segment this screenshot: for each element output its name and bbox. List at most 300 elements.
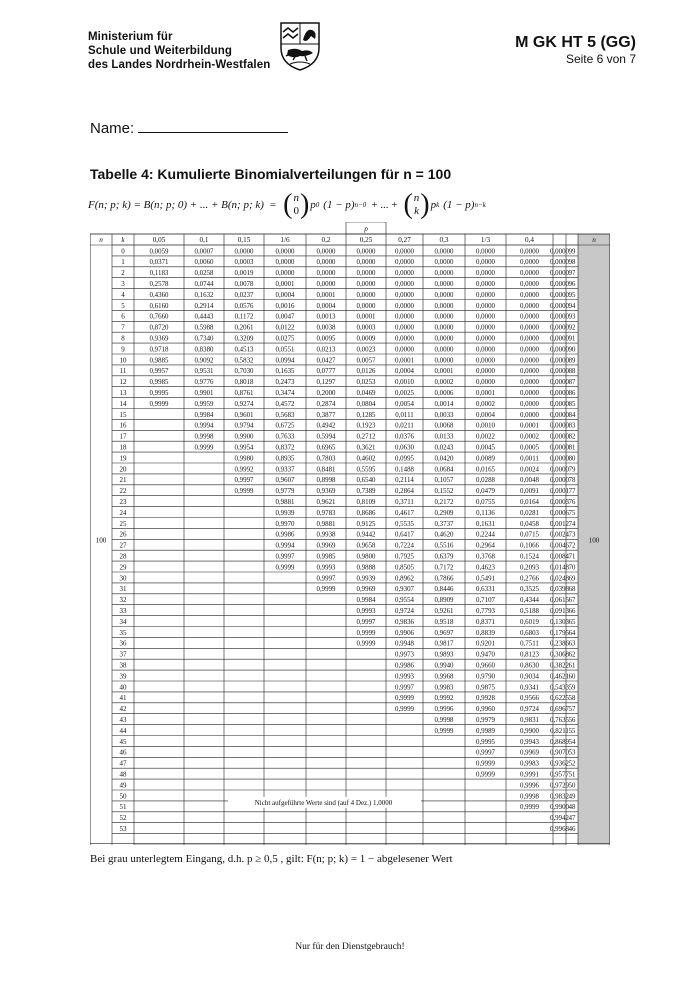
k-complement-17: 82 (568, 433, 576, 441)
cell-32-9: 0,7107 (476, 597, 495, 605)
cell-22-5: 0,9369 (316, 488, 336, 496)
cell-30-6: 0,9939 (356, 575, 376, 583)
cell-15-8: 0,0033 (434, 411, 454, 419)
cell-17-5: 0,5994 (316, 433, 336, 441)
cell-18-8: 0,0243 (434, 444, 454, 452)
cell-12-11: 0,0000 (550, 379, 569, 387)
cell-41-9: 0,9928 (476, 695, 495, 703)
cell-9-6: 0,0023 (356, 346, 376, 354)
cell-7-9: 0,0000 (476, 324, 495, 332)
cell-4-6: 0,0000 (356, 291, 376, 299)
k-complement-49: 50 (568, 782, 576, 790)
binomial-coefficient-1 (293, 192, 299, 218)
cell-33-7: 0,9724 (395, 608, 414, 615)
cell-20-11: 0,0000 (550, 466, 569, 474)
cell-10-7: 0,0001 (395, 357, 414, 365)
cell-4-7: 0,0000 (395, 291, 414, 299)
cell-33-11: 0,0913 (550, 608, 569, 615)
cell-2-5: 0,0000 (316, 270, 336, 278)
cell-10-3: 0,5832 (234, 357, 254, 365)
cell-26-10: 0,0715 (520, 531, 539, 539)
cell-32-8: 0,8909 (434, 597, 454, 605)
cell-28-6: 0,9800 (356, 553, 376, 561)
cell-12-1: 0,9985 (149, 379, 169, 387)
term2-exp: k (436, 201, 440, 209)
cell-8-10: 0,0000 (520, 335, 539, 343)
cell-18-3: 0,9954 (234, 444, 254, 452)
binom2-bottom: k (414, 205, 419, 217)
cell-47-10: 0,9983 (520, 760, 539, 768)
header-p-4: 0,2 (321, 236, 331, 244)
cell-9-8: 0,0000 (434, 346, 454, 354)
cell-10-8: 0,0000 (434, 357, 454, 365)
cell-13-5: 0,2000 (316, 390, 336, 397)
cell-34-10: 0,6019 (520, 618, 539, 626)
cell-29-10: 0,2093 (520, 564, 539, 572)
nrw-crest-logo (278, 20, 322, 72)
cell-23-5: 0,9621 (316, 499, 336, 506)
cell-32-11: 0,0615 (550, 597, 569, 605)
cell-31-11: 0,0398 (550, 586, 569, 594)
cell-35-9: 0,8839 (476, 629, 495, 637)
cell-4-4: 0,0004 (275, 291, 295, 299)
cell-43-10: 0,9831 (520, 717, 539, 724)
header-n-left: n (99, 236, 103, 244)
footer-notice: Nur für den Dienstgebrauch! (295, 942, 405, 952)
cell-4-5: 0,0001 (316, 291, 336, 299)
cell-9-10: 0,0000 (520, 346, 539, 354)
ministry-line-3: des Landes Nordrhein-Westfalen (88, 59, 271, 71)
n-value-right: 100 (588, 536, 600, 545)
cell-45-11: 0,8689 (550, 738, 569, 746)
header-p-2: 0,15 (237, 236, 251, 244)
cell-29-9: 0,4623 (476, 564, 495, 572)
cell-34-9: 0,8371 (476, 618, 495, 626)
cell-5-8: 0,0000 (434, 302, 454, 310)
header-p-0: 0,05 (152, 236, 166, 244)
cell-0-2: 0,0007 (194, 248, 214, 256)
cell-0-1: 0,0059 (149, 248, 169, 256)
cell-47-11: 0,9362 (550, 760, 569, 768)
cell-22-10: 0,0091 (520, 488, 539, 496)
cell-13-1: 0,9995 (149, 390, 169, 397)
cell-13-6: 0,0469 (356, 390, 376, 397)
cell-42-7: 0,9999 (395, 706, 414, 714)
cell-14-6: 0,0804 (356, 400, 376, 408)
k-value-19: 19 (119, 454, 127, 463)
header-n-right: n (592, 236, 596, 244)
cell-11-7: 0,0004 (395, 368, 414, 376)
cell-9-7: 0,0000 (395, 346, 414, 354)
k-complement-25: 74 (568, 520, 576, 528)
cell-34-6: 0,9997 (356, 618, 376, 626)
cell-5-7: 0,0000 (395, 302, 414, 310)
table-title: Tabelle 4: Kumulierte Binomialverteilungen für n = 100 (90, 166, 452, 182)
k-value-24: 24 (119, 508, 127, 517)
k-complement-34: 65 (568, 618, 576, 626)
cell-29-6: 0,9888 (356, 564, 376, 572)
k-complement-26: 73 (568, 531, 576, 539)
cell-38-10: 0,8630 (520, 662, 539, 670)
cell-53-11: 0,9968 (550, 826, 569, 833)
cell-1-3: 0,0003 (234, 259, 254, 267)
cell-11-11: 0,0000 (550, 368, 569, 376)
paren-open-1: ( (283, 189, 293, 220)
cell-12-2: 0,9776 (194, 379, 214, 387)
cell-10-5: 0,0427 (316, 357, 336, 365)
cell-12-4: 0,2473 (275, 379, 295, 387)
cell-24-10: 0,0281 (520, 509, 539, 517)
cell-3-4: 0,0001 (275, 281, 295, 288)
cell-49-11: 0,9729 (550, 782, 569, 790)
cell-17-2: 0,9998 (194, 433, 214, 441)
k-value-50: 50 (119, 792, 127, 801)
binom1-top: n (293, 192, 299, 204)
cell-37-9: 0,9470 (476, 651, 495, 659)
cell-9-11: 0,0000 (550, 346, 569, 354)
k-value-41: 41 (119, 694, 127, 703)
header-p-8: 1/3 (480, 236, 491, 244)
k-value-12: 12 (119, 378, 127, 387)
cell-16-4: 0,6725 (275, 422, 295, 430)
cell-44-9: 0,9989 (476, 727, 495, 735)
cell-19-3: 0,9980 (234, 455, 254, 463)
cell-9-5: 0,0213 (316, 346, 336, 354)
cell-20-6: 0,5595 (356, 466, 376, 474)
cell-12-7: 0,0010 (395, 379, 414, 387)
cell-33-8: 0,9261 (434, 608, 454, 615)
k-complement-14: 85 (568, 400, 576, 408)
header-p-3: 1/6 (280, 236, 290, 244)
k-complement-50: 49 (568, 793, 576, 801)
cell-7-3: 0,2061 (234, 324, 254, 332)
cell-8-5: 0,0095 (316, 335, 336, 343)
k-value-29: 29 (119, 563, 127, 572)
k-value-10: 10 (119, 356, 127, 365)
k-value-33: 33 (119, 607, 127, 615)
paren-close-2: ) (420, 189, 430, 220)
k-complement-35: 64 (568, 629, 576, 637)
cell-22-9: 0,0479 (476, 488, 495, 496)
cell-44-10: 0,9900 (520, 727, 539, 735)
cell-19-7: 0,0995 (395, 455, 414, 463)
cell-45-10: 0,9943 (520, 738, 539, 746)
cell-45-9: 0,9995 (476, 738, 495, 746)
cell-34-11: 0,1303 (550, 618, 569, 626)
cell-11-3: 0,7030 (234, 368, 254, 376)
cell-22-3: 0,9999 (234, 488, 254, 496)
cell-20-3: 0,9992 (234, 466, 254, 474)
cell-24-8: 0,2909 (434, 509, 454, 517)
cell-38-7: 0,9986 (395, 662, 414, 670)
cell-6-7: 0,0000 (395, 313, 414, 321)
cell-18-5: 0,6965 (316, 444, 336, 452)
cell-39-8: 0,9968 (434, 673, 454, 681)
cell-31-9: 0,6331 (476, 586, 495, 594)
cell-3-7: 0,0000 (395, 281, 414, 288)
k-complement-27: 72 (568, 542, 576, 550)
cell-13-9: 0,0001 (476, 390, 495, 397)
k-value-8: 8 (121, 334, 125, 343)
cell-10-6: 0,0057 (356, 357, 376, 365)
cell-27-11: 0,0046 (550, 542, 569, 550)
cell-33-10: 0,5188 (520, 608, 539, 615)
cell-14-4: 0,4572 (275, 400, 295, 408)
k-complement-40: 59 (568, 684, 576, 692)
cell-23-8: 0,2172 (434, 499, 454, 506)
k-complement-52: 47 (568, 815, 576, 823)
cell-36-10: 0,7511 (520, 640, 539, 648)
k-complement-15: 84 (568, 411, 576, 419)
k-value-30: 30 (119, 574, 127, 583)
cell-10-4: 0,0994 (275, 357, 295, 365)
cell-4-3: 0,0237 (234, 291, 254, 299)
cell-49-10: 0,9996 (520, 782, 539, 790)
header-k-left: k (121, 236, 125, 244)
term2-q-exp: n−k (474, 201, 486, 209)
cell-39-9: 0,9790 (476, 673, 495, 681)
term1-exp: 0 (315, 201, 320, 209)
cell-40-9: 0,9875 (476, 684, 495, 692)
cell-7-5: 0,0038 (316, 324, 336, 332)
cell-15-2: 0,9984 (194, 411, 214, 419)
k-value-46: 46 (119, 748, 127, 757)
k-value-37: 37 (119, 650, 127, 659)
cell-8-9: 0,0000 (476, 335, 495, 343)
cell-10-10: 0,0000 (520, 357, 539, 365)
cell-10-9: 0,0000 (476, 357, 495, 365)
k-value-0: 0 (121, 247, 125, 256)
gray-input-note: Bei grau unterlegtem Eingang, d.h. p ≥ 0,5 , gilt: F(n; p; k) = 1 − abgelesener Wert (90, 853, 453, 865)
cell-20-9: 0,0165 (476, 466, 495, 474)
cell-42-8: 0,9996 (434, 706, 454, 714)
paren-close-1: ) (299, 189, 310, 220)
cell-1-2: 0,0060 (194, 259, 214, 267)
cell-17-6: 0,2712 (356, 433, 376, 441)
cell-18-11: 0,0000 (550, 444, 569, 452)
cell-26-8: 0,4620 (434, 531, 454, 539)
k-value-52: 52 (119, 814, 127, 823)
k-complement-5: 94 (568, 302, 576, 310)
cell-2-1: 0,1183 (149, 270, 169, 278)
cell-1-1: 0,0371 (149, 259, 169, 267)
binom2-top: n (413, 192, 420, 204)
cell-14-11: 0,0000 (550, 400, 569, 408)
cell-32-6: 0,9984 (356, 597, 376, 605)
cell-21-5: 0,8998 (316, 477, 336, 485)
k-complement-30: 69 (568, 575, 576, 583)
k-value-39: 39 (119, 672, 127, 681)
cell-23-10: 0,0164 (520, 499, 539, 506)
cell-8-6: 0,0009 (356, 335, 376, 343)
k-complement-41: 58 (568, 695, 576, 703)
cell-19-6: 0,4602 (356, 455, 376, 463)
cell-17-4: 0,7633 (275, 433, 295, 441)
cell-32-7: 0,9554 (395, 597, 414, 605)
cell-4-10: 0,0000 (520, 291, 539, 299)
k-complement-51: 48 (568, 804, 576, 812)
cell-8-8: 0,0000 (434, 335, 454, 343)
cell-13-10: 0,0000 (520, 390, 539, 397)
cell-41-8: 0,9992 (434, 695, 454, 703)
cell-37-10: 0,8123 (520, 651, 539, 659)
cell-1-7: 0,0000 (395, 259, 414, 267)
term1-q: (1 − p) (323, 199, 355, 211)
k-value-48: 48 (119, 770, 127, 779)
cell-41-7: 0,9999 (395, 695, 414, 703)
cell-25-6: 0,9125 (356, 520, 376, 528)
exam-code: M GK HT 5 (GG) (515, 34, 636, 51)
cell-16-8: 0,0068 (434, 422, 454, 430)
cell-28-7: 0,7925 (395, 553, 414, 561)
cell-23-7: 0,3711 (395, 499, 414, 506)
cell-37-8: 0,9893 (434, 651, 454, 659)
cell-24-9: 0,1136 (476, 509, 495, 517)
k-complement-19: 80 (568, 455, 576, 463)
cell-30-5: 0,9997 (316, 575, 336, 583)
k-value-2: 2 (121, 269, 125, 278)
cell-31-8: 0,8446 (434, 586, 454, 594)
k-complement-21: 78 (568, 477, 576, 485)
cell-31-5: 0,9999 (316, 586, 336, 594)
cell-13-4: 0,3474 (275, 390, 295, 397)
cell-0-11: 0,0000 (550, 248, 569, 256)
k-complement-44: 55 (568, 727, 576, 735)
top-p-label: p (364, 225, 368, 233)
cell-30-10: 0,2766 (520, 575, 539, 583)
cell-20-5: 0,8481 (316, 466, 336, 474)
k-value-7: 7 (121, 323, 125, 332)
cell-30-8: 0,7866 (434, 575, 454, 583)
cell-23-11: 0,0003 (550, 499, 569, 506)
cell-11-4: 0,1635 (275, 368, 295, 376)
cell-2-8: 0,0000 (434, 270, 454, 278)
cell-14-2: 0,9959 (194, 400, 214, 408)
cell-0-8: 0,0000 (434, 248, 454, 256)
header-p-1: 0,1 (199, 236, 209, 244)
cell-15-7: 0,0111 (395, 411, 414, 419)
cell-47-9: 0,9999 (476, 760, 495, 768)
cell-5-10: 0,0000 (520, 302, 539, 310)
k-complement-45: 54 (568, 738, 576, 746)
cell-18-2: 0,9999 (194, 444, 214, 452)
k-complement-7: 92 (568, 324, 576, 332)
cell-5-11: 0,0000 (550, 302, 569, 310)
cell-43-8: 0,9998 (434, 717, 454, 724)
cell-20-4: 0,9337 (275, 466, 295, 474)
cell-7-8: 0,0000 (434, 324, 454, 332)
term1-p: p (310, 199, 316, 211)
cell-48-9: 0,9999 (476, 771, 495, 779)
cell-46-9: 0,9997 (476, 749, 495, 757)
cell-8-2: 0,7340 (194, 335, 214, 343)
cell-29-5: 0,9993 (316, 564, 336, 572)
cell-10-2: 0,9092 (194, 357, 214, 365)
cell-21-11: 0,0000 (550, 477, 569, 485)
cell-9-3: 0,4513 (234, 346, 254, 354)
k-complement-53: 46 (568, 826, 576, 833)
cell-9-4: 0,0551 (275, 346, 295, 354)
omitted-values-note: Nicht aufgeführte Werte sind (auf 4 Dez.) 1,0000 (254, 798, 393, 807)
name-line (90, 120, 288, 137)
k-value-14: 14 (119, 399, 127, 408)
cell-29-7: 0,8505 (395, 564, 414, 572)
cell-15-3: 0,9601 (234, 411, 254, 419)
cell-6-5: 0,0013 (316, 313, 336, 321)
cell-39-10: 0,9034 (520, 673, 539, 681)
k-complement-6: 93 (568, 313, 576, 321)
k-value-23: 23 (119, 498, 127, 506)
cell-13-2: 0,9901 (194, 390, 214, 397)
cell-19-9: 0,0089 (476, 455, 495, 463)
cell-25-4: 0,9970 (275, 520, 295, 528)
cell-17-10: 0,0002 (520, 433, 539, 441)
k-value-11: 11 (119, 367, 127, 376)
k-complement-13: 86 (568, 390, 576, 397)
k-value-38: 38 (119, 661, 127, 670)
k-complement-16: 83 (568, 422, 576, 430)
cell-32-10: 0,4344 (520, 597, 539, 605)
cell-18-9: 0,0045 (476, 444, 495, 452)
cell-40-11: 0,5433 (550, 684, 569, 692)
cell-41-11: 0,6225 (550, 695, 569, 703)
cell-15-4: 0,5683 (275, 411, 295, 419)
cell-16-2: 0,9994 (194, 422, 214, 430)
cell-36-6: 0,9999 (356, 640, 376, 648)
k-value-22: 22 (119, 487, 127, 496)
name-field[interactable] (138, 120, 288, 133)
cell-20-10: 0,0024 (520, 466, 539, 474)
k-complement-48: 51 (568, 771, 576, 779)
formula-lhs: F(n; p; k) = B(n; p; 0) + ... + B(n; p; k) (88, 199, 264, 211)
cell-15-5: 0,3877 (316, 411, 336, 419)
k-complement-20: 79 (568, 466, 576, 474)
cell-46-11: 0,9070 (550, 749, 569, 757)
k-complement-0: 99 (568, 248, 576, 256)
cell-19-11: 0,0000 (550, 455, 569, 463)
cell-6-3: 0,1172 (234, 313, 254, 321)
cell-1-8: 0,0000 (434, 259, 454, 267)
cell-31-6: 0,9969 (356, 586, 376, 594)
cell-8-3: 0,3209 (234, 335, 254, 343)
cell-26-9: 0,2244 (476, 531, 495, 539)
cell-1-5: 0,0000 (316, 259, 336, 267)
cell-25-8: 0,3737 (434, 520, 454, 528)
cell-13-8: 0,0006 (434, 390, 454, 397)
cell-5-3: 0,0576 (234, 302, 254, 310)
cell-0-5: 0,0000 (316, 248, 336, 256)
cell-25-10: 0,0458 (520, 520, 539, 528)
k-value-26: 26 (119, 530, 127, 539)
cell-5-9: 0,0000 (476, 302, 495, 310)
k-value-36: 36 (119, 639, 127, 648)
cell-48-10: 0,9991 (520, 771, 539, 779)
cell-15-11: 0,0000 (550, 411, 569, 419)
cell-2-3: 0,0019 (234, 270, 254, 278)
cell-11-1: 0,9957 (149, 368, 169, 376)
cell-21-9: 0,0288 (476, 477, 495, 485)
cell-7-4: 0,0122 (275, 324, 295, 332)
cell-28-4: 0,9997 (275, 553, 295, 561)
k-complement-46: 53 (568, 749, 576, 757)
cell-12-3: 0,8018 (234, 379, 254, 387)
cell-16-6: 0,1923 (356, 422, 376, 430)
k-complement-10: 89 (568, 357, 576, 365)
cell-2-4: 0,0000 (275, 270, 295, 278)
binomial-formula (88, 188, 486, 222)
cell-37-7: 0,9973 (395, 651, 414, 659)
cell-16-11: 0,0000 (550, 422, 569, 430)
